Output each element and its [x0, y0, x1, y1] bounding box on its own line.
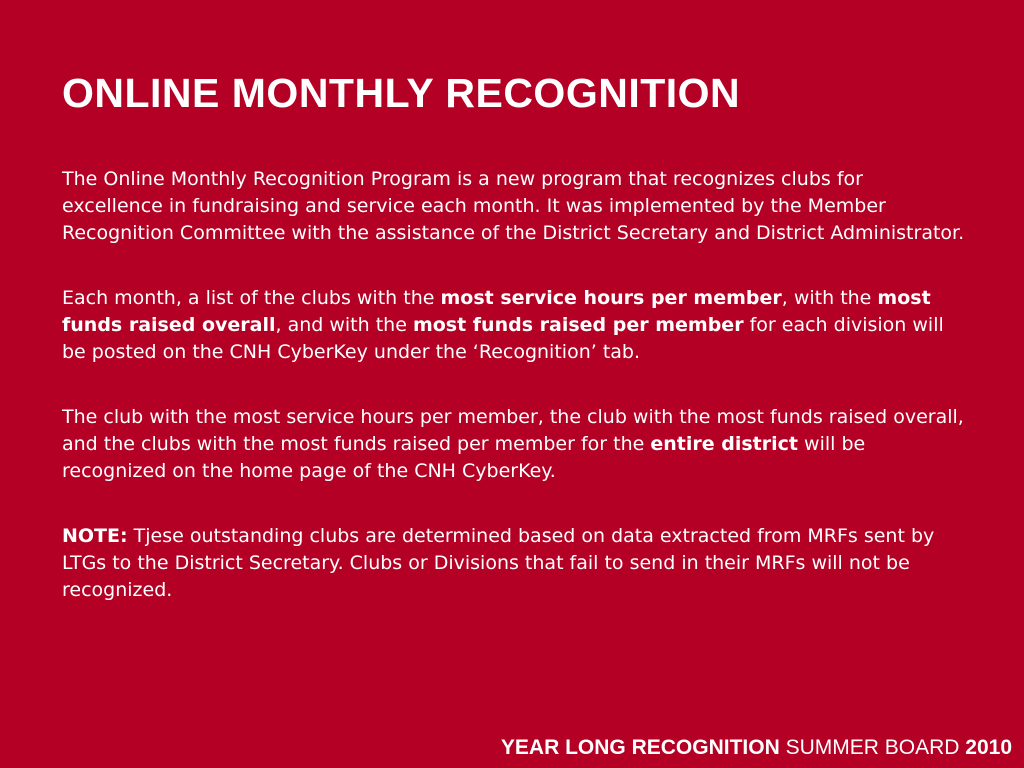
bold-service-hours: most service hours per member [440, 287, 782, 309]
bold-funds-per-member: most funds raised per member [412, 314, 744, 336]
bold-funds-overall: most funds raised overall [62, 287, 931, 336]
note-label: NOTE: [62, 525, 128, 547]
paragraph-district [62, 404, 967, 485]
slide-body [62, 166, 967, 642]
paragraph-monthly-list [62, 285, 967, 366]
slide-footer [501, 736, 1012, 760]
text-span: will be recognized on the home page of the CNH CyberKey. [62, 433, 866, 482]
text-span: , with the [781, 287, 878, 309]
footer-part2: SUMMER BOARD [779, 736, 966, 759]
paragraph-note [62, 523, 967, 604]
text-span: , and with the [275, 314, 413, 336]
text-span: for each division will be posted on the CNH CyberKey under the ‘Recognition’ tab. [62, 314, 944, 363]
text-span: Tjese outstanding clubs are determined based on data extracted from MRFs sent by LTGs to the District Secretary. Clubs or Divisions that fail to send in their MRFs will not be recognized. [62, 525, 935, 601]
bold-entire-district: entire district [650, 433, 798, 455]
paragraph-intro: The Online Monthly Recognition Program is a new program that recognizes clubs for excellence in fundraising and service each month. It was implemented by the Member Recognition Committee with the assistance of the District Secretary and District Administrator. [62, 168, 965, 244]
text-span: Each month, a list of the clubs with the [62, 287, 441, 309]
footer-year: 2010 [965, 736, 1012, 759]
text-span: The club with the most service hours per member, the club with the most funds raised overall, and the clubs with the most funds raised per member for the [62, 406, 964, 455]
footer-part1: YEAR LONG RECOGNITION [500, 736, 780, 759]
slide-title: ONLINE MONTHLY RECOGNITION [62, 70, 741, 116]
